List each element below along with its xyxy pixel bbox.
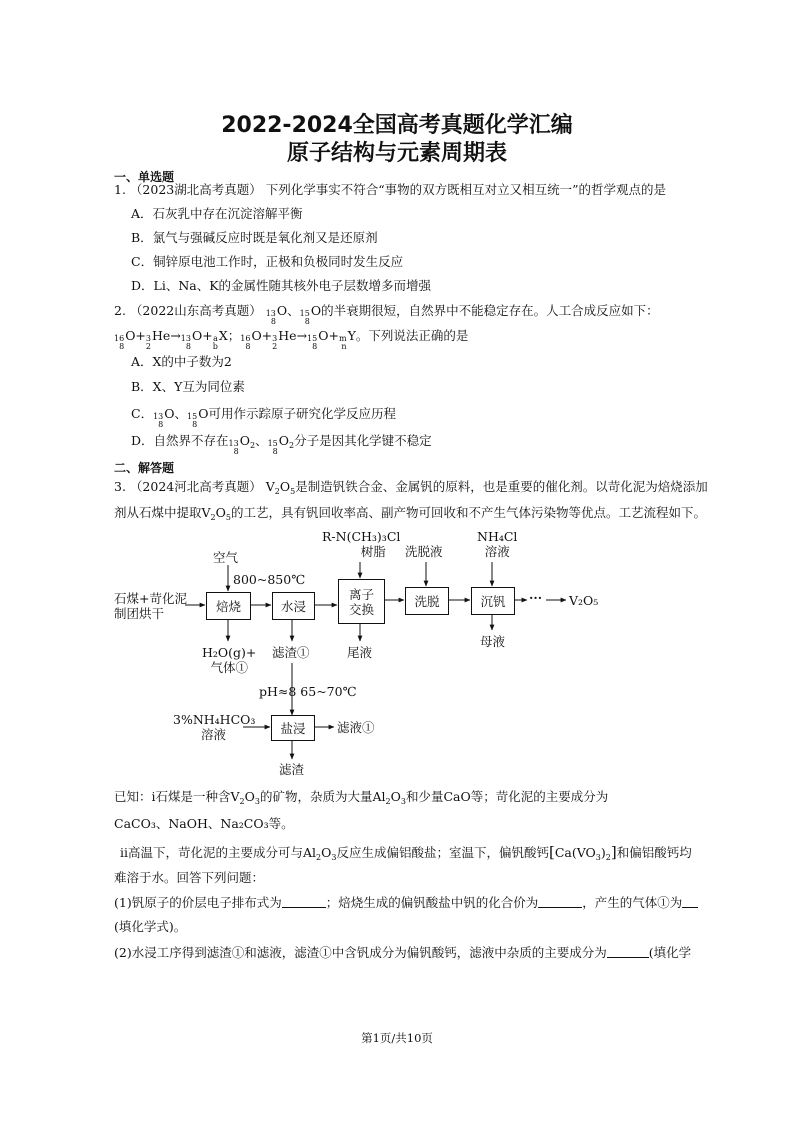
question-2-stem: 2. （2022山东高考真题） 13 8 O、 15 8 O的半衰期很短，自然界中不能稳定存在。人工合成反应如下： [114,303,659,326]
answer-blank[interactable] [682,897,698,908]
flow-residue1-label: 滤渣① [272,645,310,660]
answer-blank[interactable] [282,897,326,908]
flow-feed-label: 石煤+苛化泥 制团烘干 [114,591,187,621]
question-2-option-b: B．X、Y互为同位素 [131,379,245,394]
question-number: 2. [114,303,126,318]
answer-blank[interactable] [538,897,582,908]
flow-box-precipitation: 沉钒 [471,587,515,615]
question-text: 的半衰期很短，自然界中不能稳定存在。人工合成反应如下： [321,303,659,318]
question-2-option-a: A．X的中子数为2 [131,354,232,369]
known-info-i-cont: CaCO₃、NaOH、Na₂CO₃等。 [114,816,294,831]
flow-nh4cl-label: NH₄Cl 溶液 [477,529,518,559]
question-2-equations: 16 8 O+ 3 2 He→ 13 8 O+ a b X； 16 8 O+ 3 2 He→ 15 8 O+ m n Y。下列说法正确的是 [114,328,469,351]
document-title-line2: 原子结构与元素周期表 [286,141,507,166]
flow-continuation-dots: ··· [529,590,543,605]
flow-product-label: V₂O₅ [569,593,599,608]
flow-eluent-label: 洗脱液 [405,544,443,559]
question-3-line2: 剂从石煤中提取$V_2O_5$的工艺，具有钒回收率高、副产物可回收和不产生气体污染物等优点。工艺流程如下。 [114,505,706,522]
flow-resin-label: R-N(CH₃)₃Cl 树脂 [322,529,401,559]
subquestion-1: (1)钒原子的价层电子排布式为 ；焙烧生成的偏钒酸盐中钒的化合价为 ，产生的气体①为 [114,893,698,911]
flow-nh4hco3-label: 3%NH₄HCO₃ 溶液 [173,712,256,742]
flow-box-elution: 洗脱 [405,587,449,615]
flow-tail-liquid-label: 尾液 [347,645,373,660]
question-1-option-b: B．氯气与强碱反应时既是氧化剂又是还原剂 [131,230,378,245]
flow-temperature-label: 800~850℃ [233,572,306,587]
question-source: （2022山东高考真题） [129,303,262,318]
section-heading-answer: 二、解答题 [114,461,175,475]
question-1-option-a: A．石灰乳中存在沉淀溶解平衡 [131,206,303,221]
known-info-i: 已知：i石煤是一种含$V_2O_3$的矿物，杂质为大量$Al_2O_3$和少量CaO等；苛化泥的主要成分为 [114,789,609,806]
known-info-ii-cont: 难溶于水。回答下列问题： [114,870,265,885]
question-text: 下列化学事实不符合“事物的双方既相互对立又相互统一”的哲学观点的是 [265,182,667,197]
question-text: 。下列说法正确的是 [355,328,469,343]
known-info-ii: ii高温下，苛化泥的主要成分可与$Al_2O_3$反应生成偏铝酸盐；室温下，偏钒酸钙$[Ca(VO_3)_2]$和偏铝酸钙均 [120,843,692,862]
question-2-option-d: D．自然界不存在 13 8 $O_2$、 15 8 $O_2$分子是因其化学键不稳定 [131,433,432,456]
flow-condition-label: pH≈8 65~70℃ [259,684,357,699]
flow-box-salt-leach: 盐浸 [271,715,315,741]
document-title-line1: 2022-2024全国高考真题化学汇编 [221,113,573,138]
answer-blank[interactable] [607,947,649,958]
flow-filtrate1-label: 滤液① [337,720,375,735]
question-1-option-d: D．Li、Na、K的金属性随其核外电子层数增多而增强 [131,278,432,293]
flow-box-water-leach: 水浸 [272,592,315,620]
flow-box-roast: 焙烧 [206,592,251,620]
question-2-option-c: C． 13 8 O、 15 8 O可用作示踪原子研究化学反应历程 [131,406,396,429]
flow-roast-output: H₂O(g)+ 气体① [202,645,257,675]
subquestion-1-cont: (填化学式)。 [114,919,187,934]
flow-box-ion-exchange: 离子 交换 [338,579,385,624]
page-footer: 第1页/共10页 [361,1031,433,1045]
subquestion-2: (2)水浸工序得到滤渣①和滤液，滤渣①中含钒成分为偏钒酸钙，滤液中杂质的主要成分为 (填化学 [114,945,692,960]
flow-mother-liquor-label: 母液 [480,634,506,649]
question-1-option-c: C．铜锌原电池工作时，正极和负极同时发生反应 [131,254,404,269]
flow-air-label: 空气 [213,550,239,565]
flow-residue-label: 滤渣 [279,762,305,777]
question-number: 1. [114,182,126,197]
question-3-line1: 3. （2024河北高考真题） $V_2O_5$是制造钒铁合金、金属钒的原料，也是重要的催化剂。以苛化泥为焙烧添加 [114,479,708,496]
question-source: （2023湖北高考真题） [129,182,262,197]
section-heading-single-choice: 一、单选题 [114,170,175,184]
